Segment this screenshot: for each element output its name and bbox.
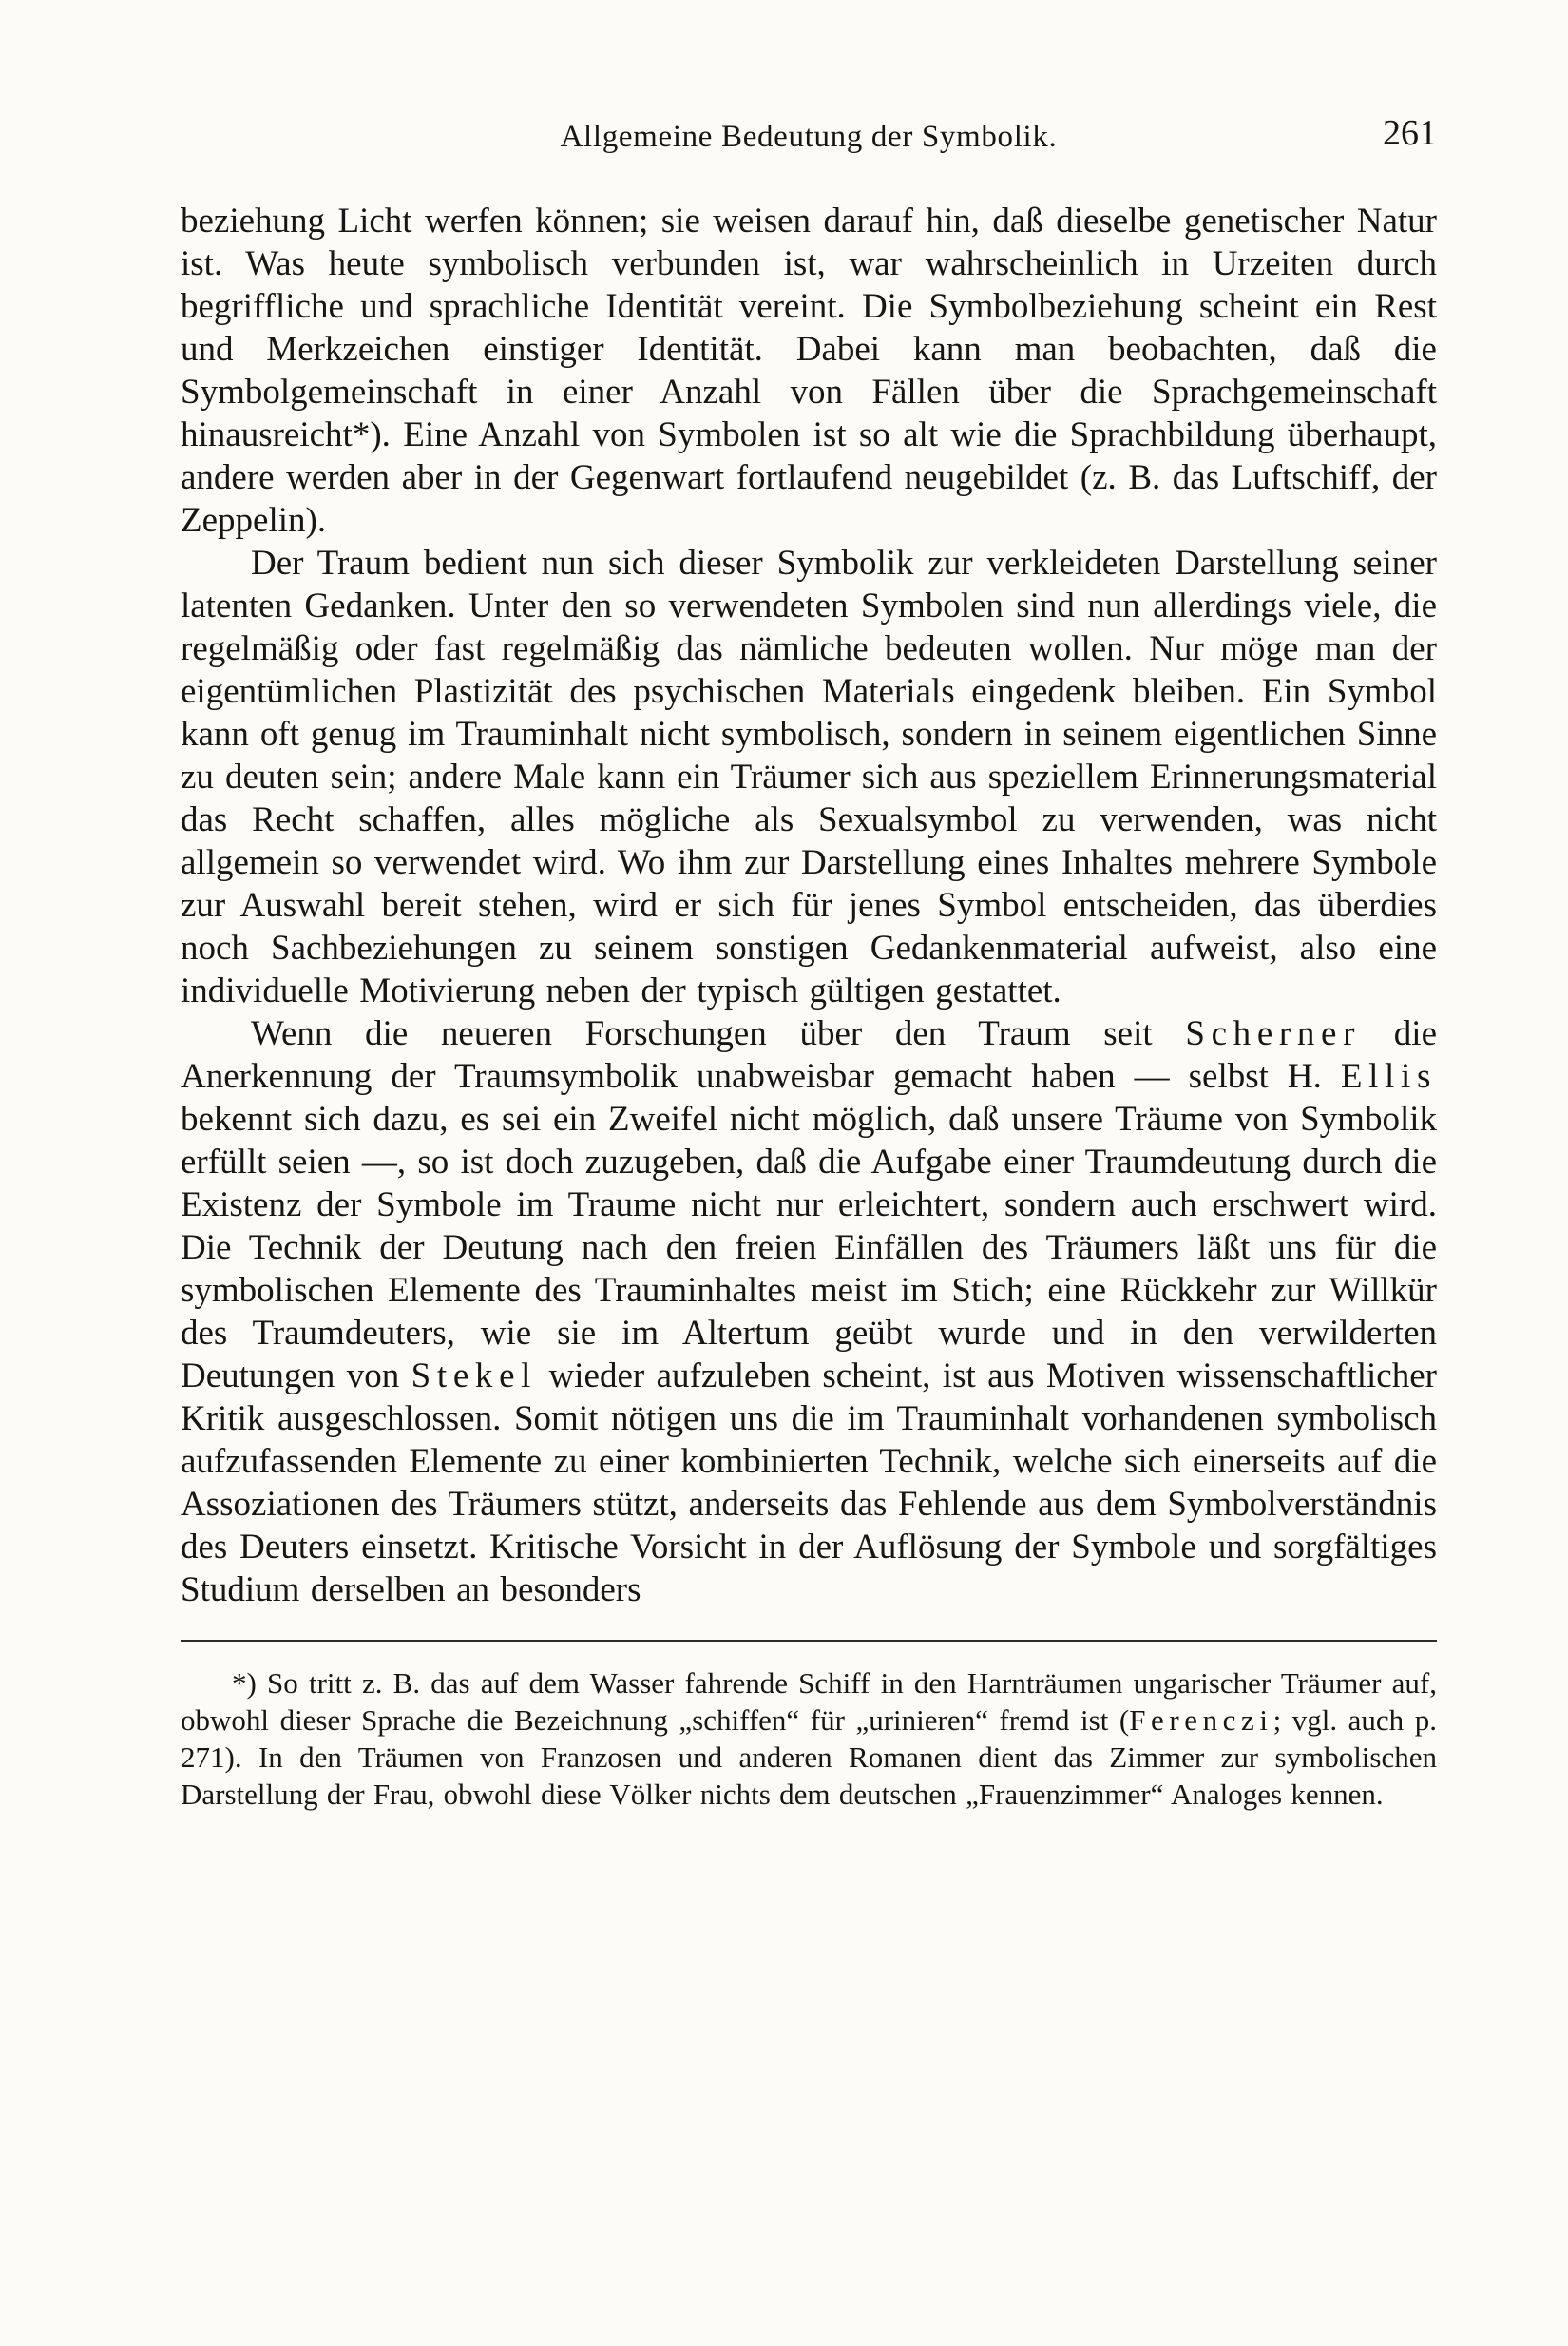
spaced-name: Ferenczi — [1129, 1703, 1273, 1737]
text-block — [181, 112, 1437, 1813]
text-run: *) So tritt z. B. das auf dem Wasser fahrende Schiff in den Harnträumen ungarischer Träumer auf, obwohl dieser Sprache die Bezeichnung „schiffen“ für „urinieren“ fremd ist ( — [181, 1666, 1437, 1737]
paragraph — [181, 542, 1437, 1012]
header-title: Allgemeine Bedeutung der Symbolik. — [560, 120, 1058, 154]
text-run: Der Traum bedient nun sich dieser Symbolik zur verkleideten Darstellung seiner latenten Gedanken. Unter den so verwendeten Symbolen sind nun allerdings viele, die regelmäßig oder fast regelmäßig das nämliche bedeuten wollen. Nur möge man der eigentümlichen Plastizität des psychischen Materials eingedenk bleiben. Ein Symbol kann oft genug im Trauminhalt nicht symbolisch, sondern in seinem eigentlichen Sinne zu deuten sein; andere Male kann ein Träumer sich aus speziellem Erinnerungsmaterial das Recht schaffen, alles mögliche als Sexualsymbol zu verwenden, was nicht allgemein so verwendet wird. Wo ihm zur Darstellung eines Inhaltes mehrere Symbole zur Auswahl bereit stehen, wird er sich für jenes Symbol entscheiden, das überdies noch Sachbeziehungen zu seinem sonstigen Gedankenmaterial aufweist, also eine individuelle Motivierung neben der typisch gültigen gestattet. — [181, 544, 1437, 1010]
text-run: bekennt sich dazu, es sei ein Zweifel nicht möglich, daß unsere Träume von Symbolik erfüllt seien —, so ist doch zuzugeben, daß die Aufgabe einer Traumdeutung durch die Existenz der Symbole im Traume nicht nur erleichtert, sondern auch erschwert wird. Die Technik der Deutung nach den freien Einfällen des Träumers läßt uns für die symbolischen Elemente des Trauminhaltes meist im Stich; eine Rückkehr zur Willkür des Traumdeuters, wie sie im Altertum geübt wurde und in den verwilderten Deutungen von — [181, 1100, 1437, 1395]
spaced-name: Stekel — [411, 1356, 538, 1395]
footnote — [181, 1640, 1437, 1813]
paragraph — [181, 1664, 1437, 1813]
text-run: wieder aufzuleben scheint, ist aus Motiven wissenschaftlicher Kritik ausgeschlossen. Somit nötigen uns die im Trauminhalt vorhandenen symbolisch aufzufassenden Elemente zu einer kombinierten Technik, welche sich einerseits auf die Assoziationen des Träumers stützt, anderseits das Fehlende aus dem Symbolverständnis des Deuters einsetzt. Kritische Vorsicht in der Auflösung der Symbole und sorgfältiges Studium derselben an besonders — [181, 1356, 1437, 1609]
paragraph — [181, 1012, 1437, 1611]
spaced-name: Ellis — [1340, 1057, 1437, 1096]
text-run: ; vgl. auch p. 271). In den Träumen von Franzosen und anderen Romanen dient das Zimmer zur symbolischen Darstellung der Frau, obwohl diese Völker nichts dem deutschen „Frauenzimmer“ Analoges kennen. — [181, 1703, 1437, 1811]
text-run: Wenn die neueren Forschungen über den Traum seit — [251, 1014, 1186, 1053]
text-run: beziehung Licht werfen können; sie weisen darauf hin, daß dieselbe genetischer Natur ist. Was heute symbolisch verbunden ist, war wahrscheinlich in Urzeiten durch begriffliche und sprachliche Identität vereint. Die Symbolbeziehung scheint ein Rest und Merkzeichen einstiger Identität. Dabei kann man beobachten, daß die Symbolgemeinschaft in einer Anzahl von Fällen über die Sprachgemeinschaft hinausreicht*). Eine Anzahl von Symbolen ist so alt wie die Sprachbildung überhaupt, andere werden aber in der Gegenwart fortlaufend neugebildet (z. B. das Luftschiff, der Zeppelin). — [181, 202, 1437, 540]
spaced-name: Scherner — [1185, 1014, 1362, 1053]
text-run: die Anerkennung der Traumsymbolik unabweisbar gemacht haben — selbst H. — [181, 1014, 1437, 1096]
page-number: 261 — [1383, 113, 1437, 153]
running-header — [181, 112, 1437, 167]
paragraph — [181, 200, 1437, 542]
body-text — [181, 200, 1437, 1611]
footnote-text — [181, 1664, 1437, 1813]
